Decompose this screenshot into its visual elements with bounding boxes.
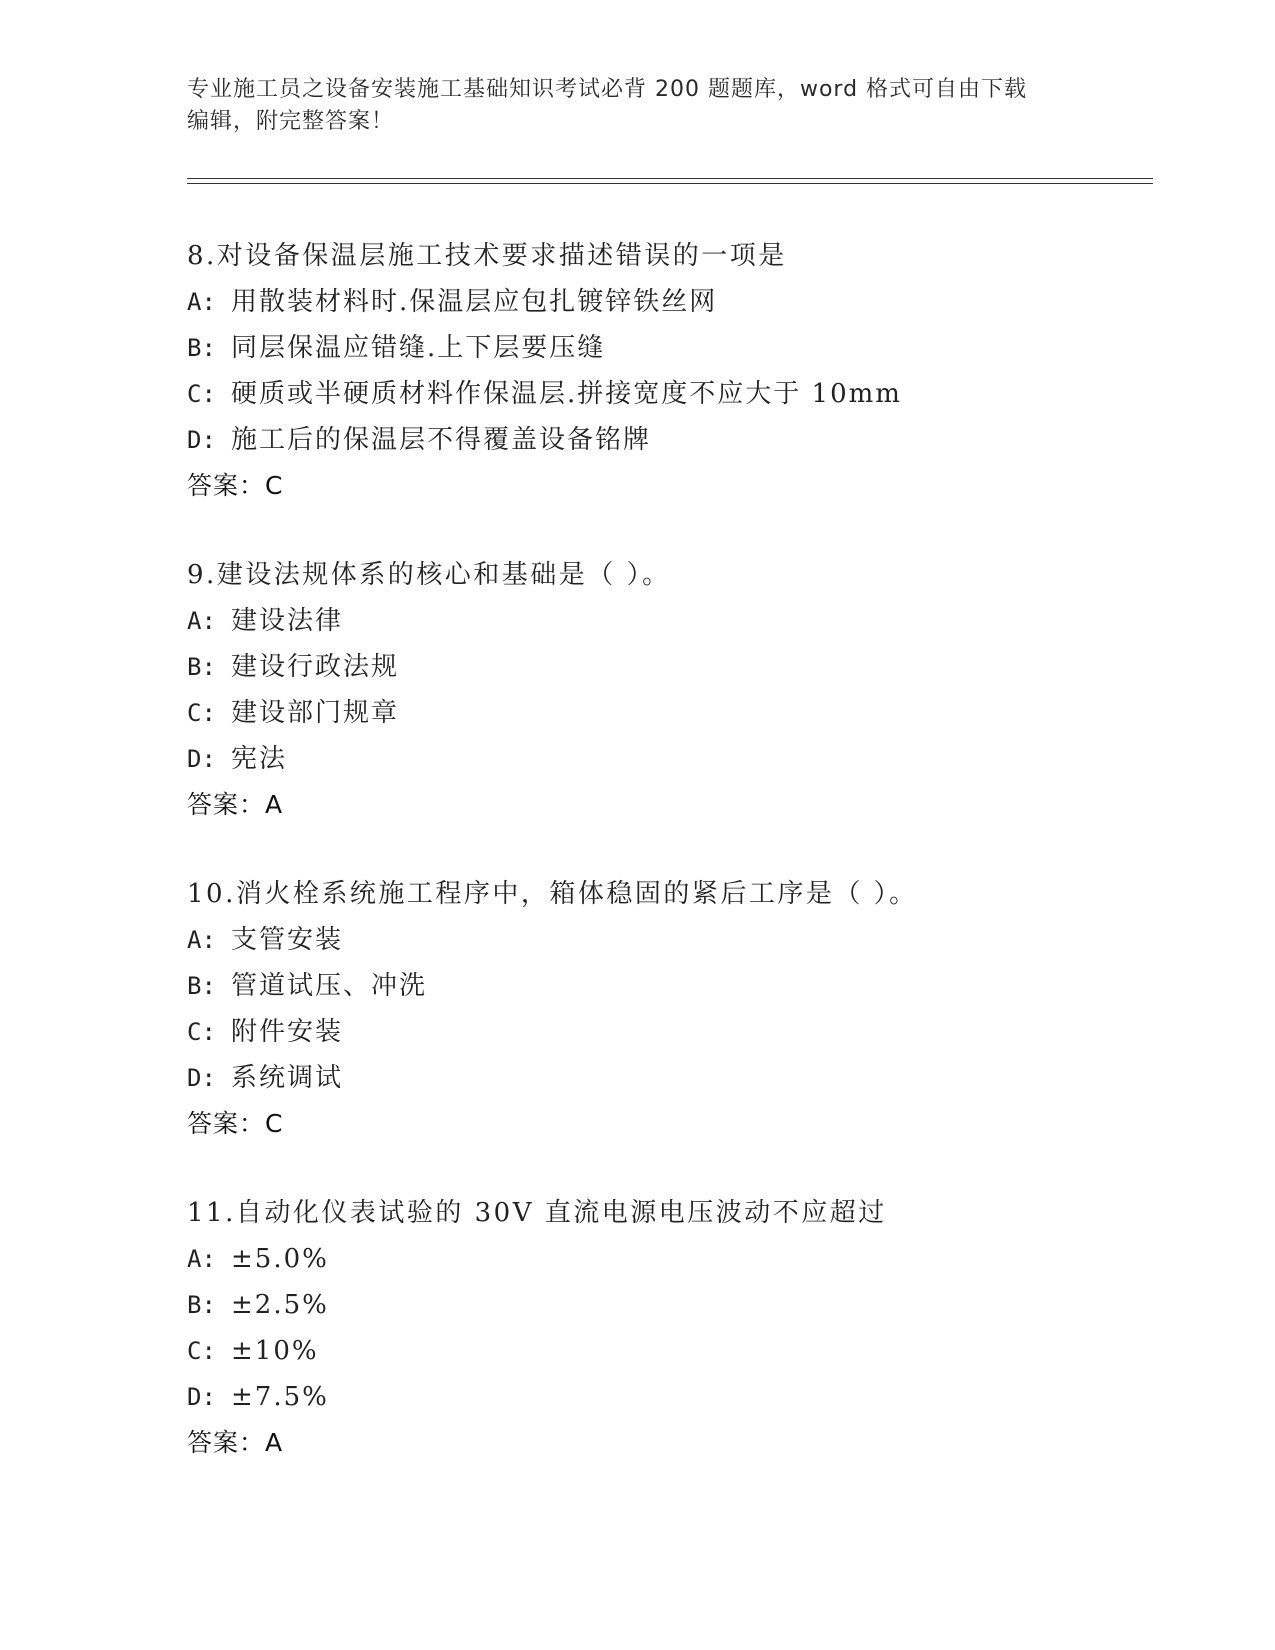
option-key: A: [187,288,216,316]
option-key: C: [187,380,216,408]
answer-line: 答案：C [187,471,284,500]
option-c [187,1328,1147,1374]
option-text: 建设法律 [231,606,344,636]
option-text: ±2.5% [231,1290,329,1320]
question-block [187,1190,1147,1466]
option-text: 用散装材料时.保温层应包扎镀锌铁丝网 [231,287,718,317]
option-a [187,1236,1147,1282]
header-divider-top [187,178,1153,179]
option-key: A: [187,607,216,635]
option-key: D: [187,1383,216,1411]
question-stem: 8.对设备保温层施工技术要求描述错误的一项是 [187,241,787,271]
option-key: C: [187,1018,216,1046]
option-text: 硬质或半硬质材料作保温层.拼接宽度不应大于 10mm [231,379,902,409]
option-b [187,325,1147,371]
option-a [187,279,1147,325]
option-key: A: [187,1245,216,1273]
option-c [187,371,1147,417]
option-key: B: [187,972,216,1000]
option-key: B: [187,653,216,681]
option-text: 施工后的保温层不得覆盖设备铭牌 [231,425,652,455]
option-text: 建设行政法规 [231,652,400,682]
option-b [187,963,1147,1009]
option-text: 支管安装 [231,925,344,955]
option-d [187,417,1147,463]
header-line-1: 专业施工员之设备安装施工基础知识考试必背 200 题题库，word 格式可自由下载 [187,77,1028,102]
question-stem: 9.建设法规体系的核心和基础是（ ）。 [187,560,671,590]
option-text: 附件安装 [231,1017,344,1047]
option-key: A: [187,926,216,954]
answer-line: 答案：C [187,1109,284,1138]
option-text: 建设部门规章 [231,698,400,728]
option-d [187,736,1147,782]
option-text: ±5.0% [231,1244,329,1274]
question-block [187,552,1147,828]
answer-line: 答案：A [187,790,284,819]
option-b [187,644,1147,690]
question-stem: 10.消火栓系统施工程序中，箱体稳固的紧后工序是（ ）。 [187,879,918,909]
option-text: 同层保温应错缝.上下层要压缝 [231,333,606,363]
option-text: 宪法 [231,744,288,774]
option-text: 系统调试 [231,1063,344,1093]
option-text: ±10% [231,1336,319,1366]
option-key: B: [187,1291,216,1319]
option-key: D: [187,426,216,454]
option-d [187,1374,1147,1420]
option-b [187,1282,1147,1328]
option-a [187,917,1147,963]
question-block [187,233,1147,509]
question-block [187,871,1147,1147]
header-line-2: 编辑，附完整答案！ [187,109,395,134]
option-text: ±7.5% [231,1382,329,1412]
option-key: D: [187,745,216,773]
question-stem: 11.自动化仪表试验的 30V 直流电源电压波动不应超过 [187,1198,887,1228]
option-key: B: [187,334,216,362]
header-divider-bottom [187,183,1153,184]
option-key: D: [187,1064,216,1092]
option-c [187,690,1147,736]
document-header [187,74,1067,138]
option-key: C: [187,1337,216,1365]
option-d [187,1055,1147,1101]
option-a [187,598,1147,644]
answer-line: 答案：A [187,1428,284,1457]
option-c [187,1009,1147,1055]
option-key: C: [187,699,216,727]
option-text: 管道试压、冲洗 [231,971,428,1001]
